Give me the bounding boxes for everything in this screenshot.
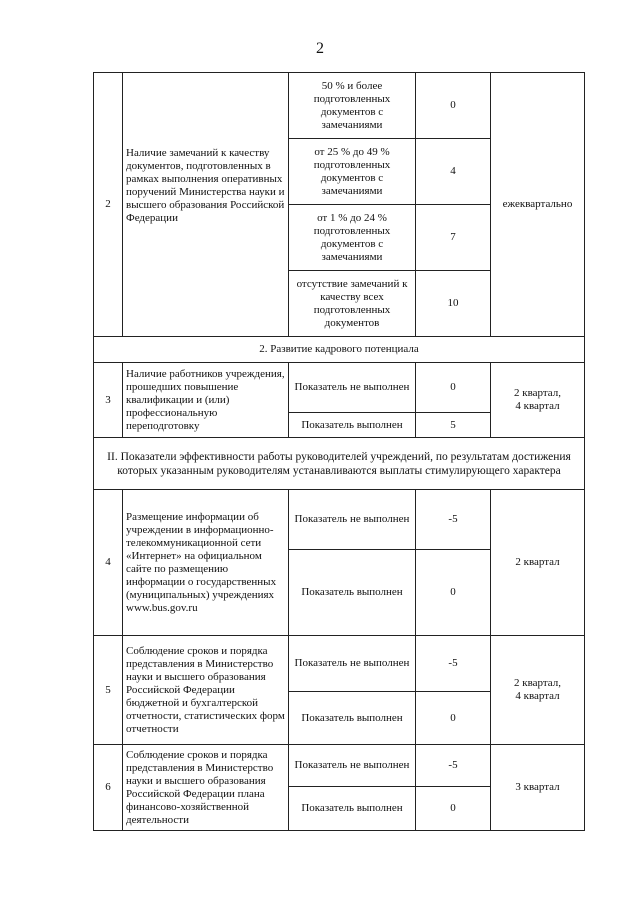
criterion-score: 0 [416, 73, 491, 139]
criterion-text: отсутствие замечаний к качеству всех подготовленных документов [289, 271, 416, 337]
criterion-text: Показатель выполнен [289, 413, 416, 438]
criterion-score: 0 [416, 550, 491, 636]
table-row [94, 490, 585, 550]
section-header [94, 337, 585, 363]
criterion-score: 5 [416, 413, 491, 438]
criterion-score: 0 [416, 787, 491, 831]
criterion-text: Показатель не выполнен [289, 363, 416, 413]
section-header [94, 438, 585, 490]
criterion-score: -5 [416, 636, 491, 692]
criterion-score: -5 [416, 490, 491, 550]
page-number: 2 [316, 40, 324, 57]
table-row [94, 745, 585, 787]
section-title: II. Показатели эффективности работы руководителей учреждений, по результатам достижения которых указанным руководителям устанавливаются выплаты стимулирующего характера [94, 438, 585, 490]
criterion-score: 0 [416, 692, 491, 745]
criterion-text: Показатель выполнен [289, 550, 416, 636]
row-number: 3 [94, 363, 123, 438]
indicators-table [93, 72, 585, 831]
criterion-text: Показатель выполнен [289, 787, 416, 831]
section-title: 2. Развитие кадрового потенциала [94, 337, 585, 363]
criterion-text: от 25 % до 49 % подготовленных документов с замечаниями [289, 139, 416, 205]
criterion-text: Показатель не выполнен [289, 745, 416, 787]
payment-period: 2 квартал, 4 квартал [491, 363, 585, 438]
table-row [94, 73, 585, 139]
payment-period: 2 квартал, 4 квартал [491, 636, 585, 745]
table-row [94, 636, 585, 692]
row-number: 2 [94, 73, 123, 337]
criterion-score: -5 [416, 745, 491, 787]
indicator-name: Наличие замечаний к качеству документов, подготовленных в рамках выполнения оперативных поручений Министерства науки и высшего образования Российской Федерации [123, 73, 289, 337]
criterion-text: Показатель не выполнен [289, 490, 416, 550]
indicator-name: Соблюдение сроков и порядка представления в Министерство науки и высшего образования Российской Федерации плана финансово-хозяйственной деятельности [123, 745, 289, 831]
criterion-score: 10 [416, 271, 491, 337]
indicator-name: Соблюдение сроков и порядка представления в Министерство науки и высшего образования Российской Федерации бюджетной и бухгалтерской отчетности, статистических форм отчетности [123, 636, 289, 745]
criterion-text: от 1 % до 24 % подготовленных документов с замечаниями [289, 205, 416, 271]
table-row [94, 363, 585, 413]
criterion-text: Показатель выполнен [289, 692, 416, 745]
row-number: 6 [94, 745, 123, 831]
payment-period: 3 квартал [491, 745, 585, 831]
criterion-score: 4 [416, 139, 491, 205]
row-number: 4 [94, 490, 123, 636]
criterion-text: Показатель не выполнен [289, 636, 416, 692]
criterion-text: 50 % и более подготовленных документов с замечаниями [289, 73, 416, 139]
indicator-name: Наличие работников учреждения, прошедших повышение квалификации и (или) профессиональную переподготовку [123, 363, 289, 438]
payment-period: ежеквартально [491, 73, 585, 337]
criterion-score: 7 [416, 205, 491, 271]
criterion-score: 0 [416, 363, 491, 413]
indicator-name: Размещение информации об учреждении в информационно-телекоммуникационной сети «Интернет» на официальном сайте по размещению информации о государственных (муниципальных) учреждениях www.bus.gov.ru [123, 490, 289, 636]
row-number: 5 [94, 636, 123, 745]
payment-period: 2 квартал [491, 490, 585, 636]
